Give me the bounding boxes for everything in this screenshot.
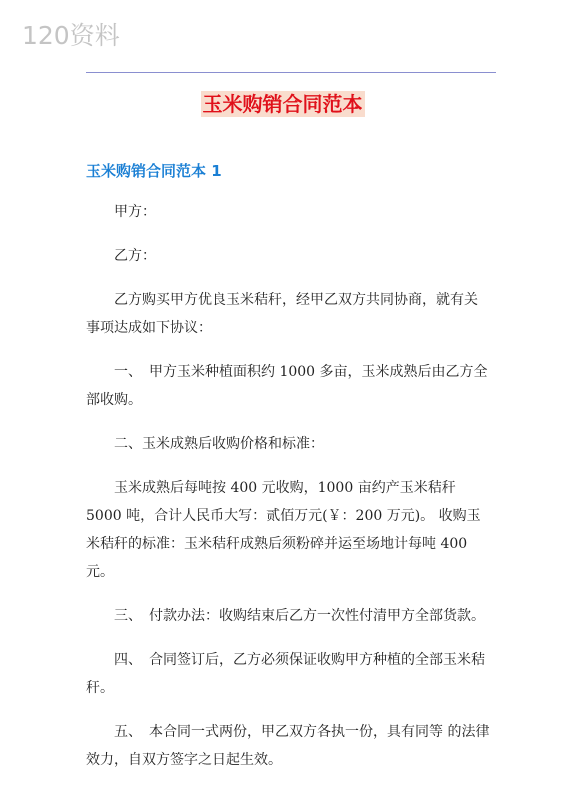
watermark-logo: 120资料 (22, 21, 120, 50)
party-a-line: 甲方： (114, 204, 156, 220)
clause-3: 三、 付款办法：收购结束后乙方一次性付清甲方全部货款。 (114, 608, 485, 624)
preamble-paragraph: 乙方购买甲方优良玉米秸秆，经甲乙双方共同协商，就有关事项达成如下协议： (86, 292, 478, 336)
document-title: 玉米购销合同范本 (202, 92, 363, 116)
clause-2-detail: 玉米成熟后每吨按 400 元收购，1000 亩约产玉米秸秆 5000 吨，合计人民币大写：贰佰万元(￥：200 万元)。 收购玉米秸秆的标准：玉米秸秆成熟后须粉碎并运至场地计每吨 400 元。 (86, 480, 481, 580)
party-b-line: 乙方： (114, 248, 156, 264)
clause-2-heading: 二、玉米成熟后收购价格和标准： (114, 436, 324, 452)
header-rule (86, 72, 496, 73)
clause-4: 四、 合同签订后，乙方必须保证收购甲方种植的全部玉米秸秆。 (86, 652, 485, 696)
clause-5: 五、 本合同一式两份，甲乙双方各执一份，具有同等 的法律效力，自双方签字之日起生效。 (86, 724, 490, 768)
contract-body (86, 198, 490, 790)
section-heading: 玉米购销合同范本 1 (86, 162, 222, 180)
clause-1: 一、 甲方玉米种植面积约 1000 多亩，玉米成熟后由乙方全部收购。 (86, 364, 488, 408)
title-block (0, 91, 565, 117)
